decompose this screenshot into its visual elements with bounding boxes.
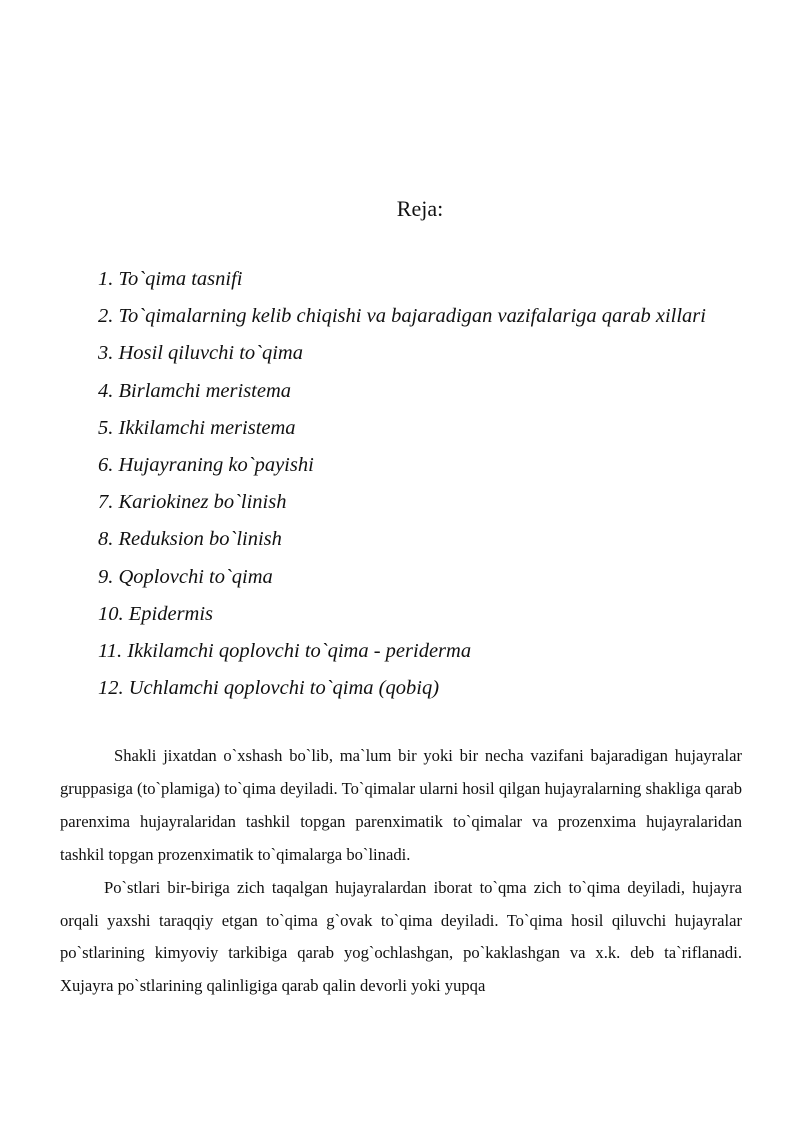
plan-item-2: 2. To`qimalarning kelib chiqishi va bajaradigan vazifalariga qarab xillari — [98, 305, 706, 328]
plan-item-12: 12. Uchlamchi qoplovchi to`qima (qobiq) — [98, 677, 440, 700]
plan-item-5: 5. Ikkilamchi meristema — [98, 416, 296, 439]
plan-item-9: 9. Qoplovchi to`qima — [98, 565, 273, 588]
plan-list — [98, 264, 758, 710]
paragraph-2: Po`stlari bir-biriga zich taqalgan hujayralardan iborat to`qma zich to`qima deyiladi, hujayra orqali yaxshi taraqqiy etgan to`qima g`ovak to`qima deyiladi. To`qima hosil qiluvchi hujayralar po`stlarining kimyoviy tarkibiga qarab yog`ochlashgan, po`kaklashgan va x.k. deb ta`riflanadi. Xujayra po`stlarining qalinligiga qarab qalin devorli yoki yupqa — [60, 877, 742, 996]
plan-item-3: 3. Hosil qiluvchi to`qima — [98, 342, 303, 365]
plan-item-4: 4. Birlamchi meristema — [98, 379, 292, 402]
paragraph-1: Shakli jixatdan o`xshash bo`lib, ma`lum bir yoki bir necha vazifani bajaradigan hujayralar gruppasiga (to`plamiga) to`qima deyiladi. To`qimalar ularni hosil qilgan hujayralarning shakliga qarab parenxima hujayralaridan tashkil topgan parenximatik to`qimalar va prozenxima hujayralaridan tashkil topgan prozenximatik to`qimalarga bo`linadi. — [60, 746, 742, 864]
plan-item-10: 10. Epidermis — [98, 602, 214, 625]
plan-item-11: 11. Ikkilamchi qoplovchi to`qima - periderma — [98, 639, 472, 662]
plan-item-8: 8. Reduksion bo`linish — [98, 528, 282, 551]
body-text — [60, 740, 742, 1003]
plan-item-7: 7. Kariokinez bo`linish — [98, 491, 287, 514]
plan-item-1: 1. To`qima tasnifi — [98, 268, 243, 290]
plan-item-6: 6. Hujayraning ko`payishi — [98, 453, 314, 476]
page-title: Reja: — [396, 196, 444, 221]
